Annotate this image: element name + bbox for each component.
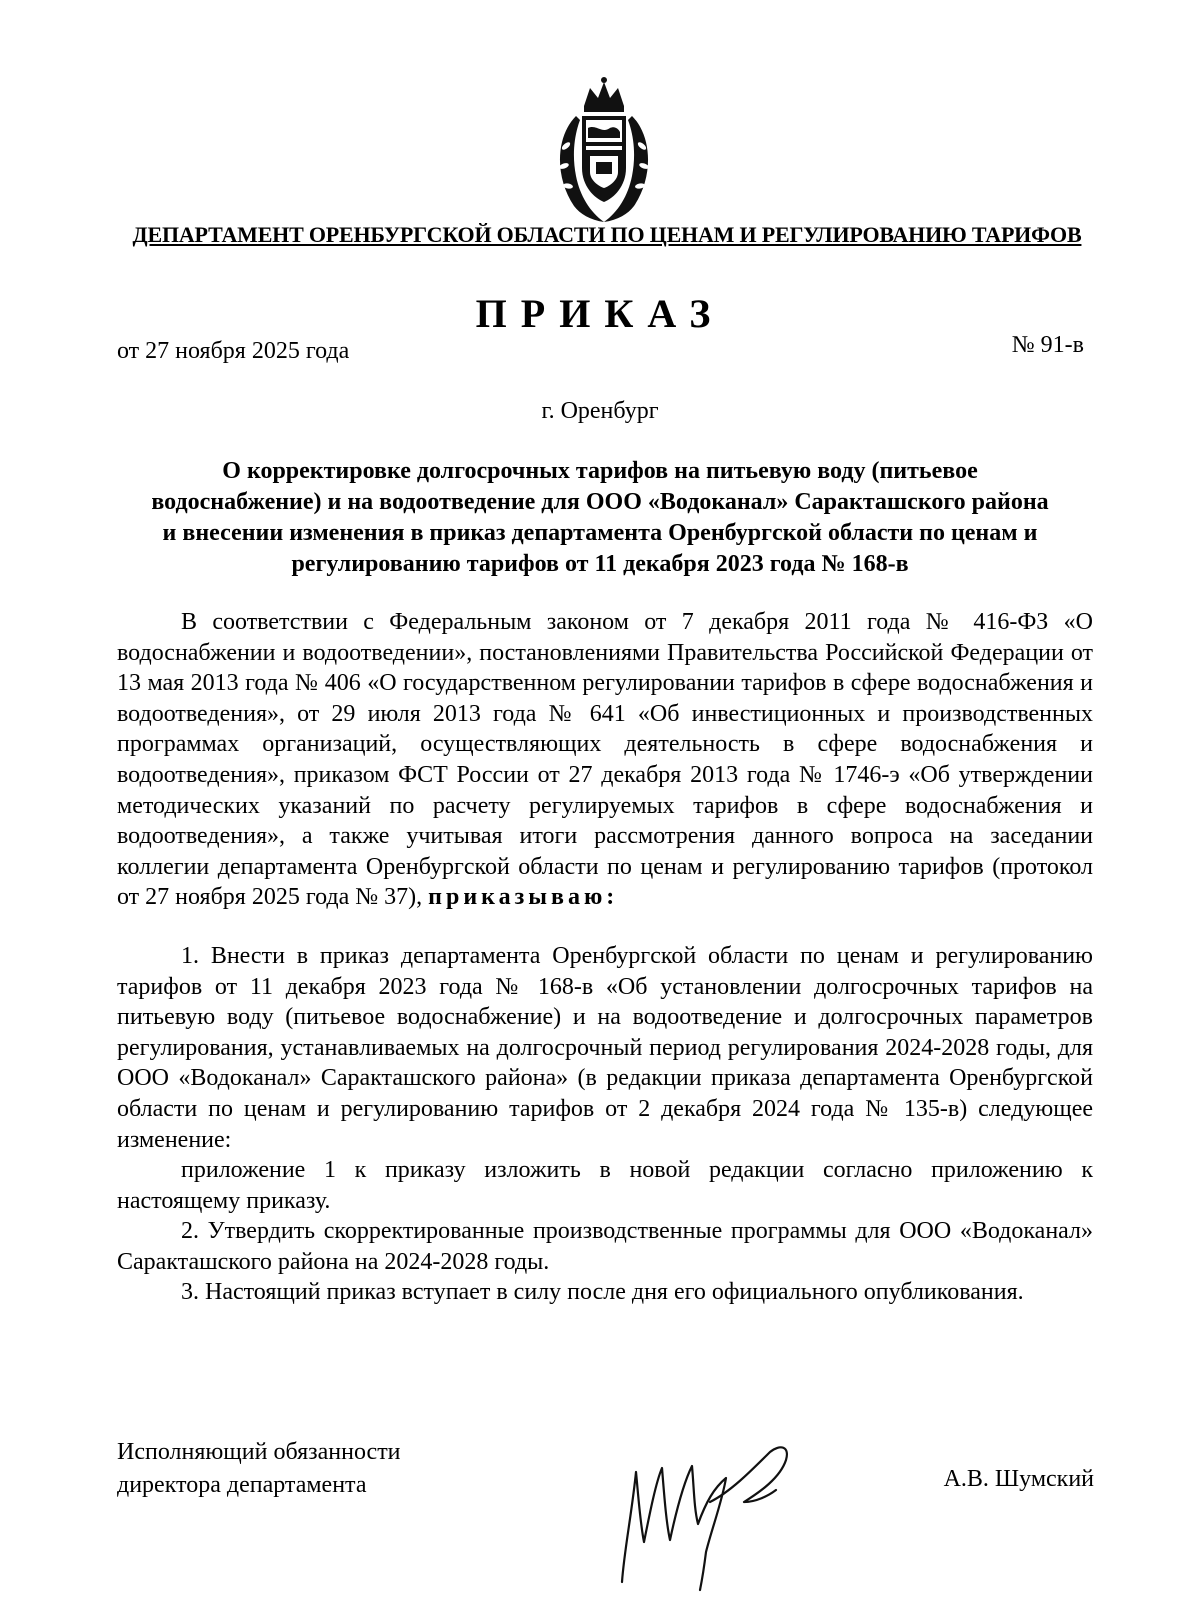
preamble-text: В соответствии с Федеральным законом от 7 декабря 2011 года № 416-ФЗ «О водоснабжении и водоотведении», постановлениями Правительства Российской Федерации от 13 мая 2013 года № 406 «О государственном регулировании тарифов в сфере водоснабжения и водоотведения», от 29 июля 2013 года № 641 «Об инвестиционных и производственных программах организаций, осуществляющих деятельность в сфере водоснабжения и водоотведения», приказом ФСТ России от 27 декабря 2013 года № 1746-э «Об утверждении методических указаний по расчету регулируемых тарифов в сфере водоснабжения и водоотведения», а также учитывая итоги рассмотрения данного вопроса на заседании коллегии департамента Оренбургской области по ценам и регулированию тарифов (протокол от 27 ноября 2025 года № 37), xyxy=(117,609,1093,911)
item-2: 2. Утвердить скорректированные производственные программы для ООО «Водоканал» Саракташского района на 2024-2028 годы. xyxy=(117,1218,1093,1275)
department-name: ДЕПАРТАМЕНТ ОРЕНБУРГСКОЙ ОБЛАСТИ ПО ЦЕНАМ И РЕГУЛИРОВАНИЮ ТАРИФОВ xyxy=(132,222,1082,247)
order-date: от 27 ноября 2025 года xyxy=(117,338,350,364)
item-1: 1. Внести в приказ департамента Оренбургской области по ценам и регулированию тарифов от 11 декабря 2023 года № 168-в «Об установлении долгосрочных тарифов на питьевую воду (питьевое водоснабжение) и на водоотведение и долгосрочных параметров регулирования, устанавливаемых на долгосрочный период регулирования 2024-2028 годы, для ООО «Водоканал» Саракташского района» (в редакции приказа департамента Оренбургской области по ценам и регулированию тарифов от 2 декабря 2024 года № 135-в) следующее изменение: xyxy=(117,942,1093,1153)
order-word: приказываю: xyxy=(428,884,619,911)
preamble-paragraph xyxy=(117,607,1093,913)
signatory-position xyxy=(117,1436,401,1502)
coat-of-arms-icon xyxy=(550,76,658,226)
signatory-name: А.В. Шумский xyxy=(943,1466,1094,1492)
city: г. Оренбург xyxy=(541,398,659,424)
handwritten-signature xyxy=(610,1432,800,1592)
order-number: № 91-в xyxy=(1011,332,1084,358)
order-subject: О корректировке долгосрочных тарифов на питьевую воду (питьевое водоснабжение) и на водоотведение для ООО «Водоканал» Саракташского района и внесении изменения в приказ департамента Оренбургской области по ценам и регулированию тарифов от 11 декабря 2023 года № 168-в xyxy=(151,458,1049,577)
position-line-2: директора департамента xyxy=(117,1472,367,1498)
order-body xyxy=(117,607,1093,1308)
item-1-sub: приложение 1 к приказу изложить в новой редакции согласно приложению к настоящему приказу. xyxy=(117,1157,1093,1214)
item-3: 3. Настоящий приказ вступает в силу после дня его официального опубликования. xyxy=(181,1279,1024,1306)
document-type-title: ПРИКАЗ xyxy=(475,291,725,336)
position-line-1: Исполняющий обязанности xyxy=(117,1439,401,1465)
